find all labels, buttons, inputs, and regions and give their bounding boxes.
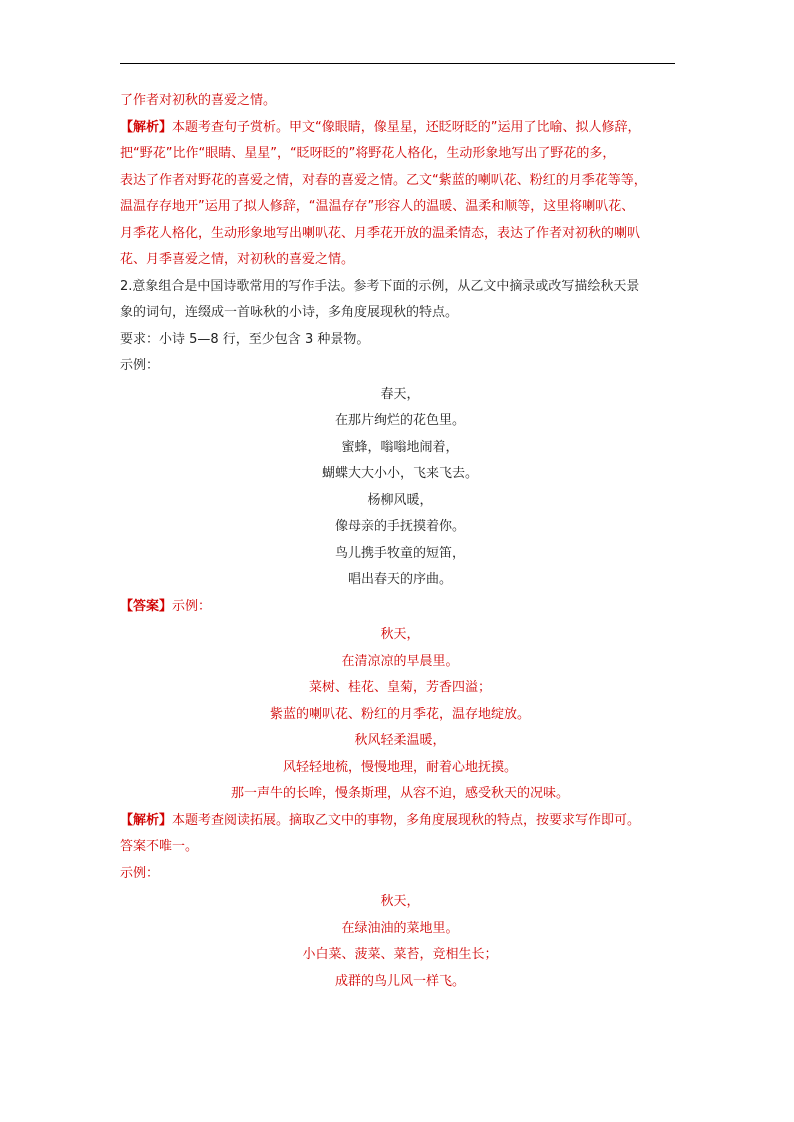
analysis-tag: 【解析】 (120, 812, 173, 828)
analysis-poem (120, 889, 680, 995)
requirement-line: 要求：小诗 5—8 行，至少包含 3 种景物。 (120, 331, 370, 347)
document-body (120, 88, 680, 995)
answer-poem (120, 622, 680, 808)
poem-line: 秋风轻柔温暖， (354, 733, 446, 748)
poem-line: 紫蓝的喇叭花、粉红的月季花，温存地绽放。 (269, 706, 530, 722)
continuation-line: 了作者对初秋的喜爱之情。 (120, 93, 277, 108)
answer-tag: 【答案】 (120, 598, 173, 614)
poem-line: 蝴蝶大大小小，飞来飞去。 (321, 466, 478, 481)
analysis-1 (120, 115, 680, 274)
example-label: 示例： (120, 358, 160, 373)
poem-line: 在那片绚烂的花色里。 (334, 413, 465, 428)
poem-line: 在绿油油的菜地里。 (341, 920, 459, 936)
analysis-2 (120, 808, 680, 996)
question-line: 象的词句，连缀成一首咏秋的小诗，多角度展现秋的特点。 (120, 305, 459, 320)
question-line: 2.意象组合是中国诗歌常用的写作手法。参考下面的示例，从乙文中摘录或改写描绘秋天景 (120, 278, 640, 294)
poem-line: 秋天， (380, 627, 420, 642)
header-rule (120, 63, 675, 64)
question-2 (120, 274, 680, 594)
analysis-line: 把“野花”比作“眼睛、星星”，“眨呀眨的”将野花人格化，生动形象地写出了野花的多， (120, 146, 616, 161)
example-label: 示例： (120, 865, 160, 881)
poem-line: 成群的鸟儿风一样飞。 (334, 973, 465, 989)
analysis-line: 本题考查句子赏析。甲文“像眼睛，像星星，还眨呀眨的”运用了比喻、拟人修辞， (172, 119, 641, 135)
poem-line: 在清凉凉的早晨里。 (341, 653, 459, 669)
analysis-line: 答案不唯一。 (120, 839, 199, 854)
analysis-line: 温温存存地开”运用了拟人修辞，“温温存存”形容人的温暖、温柔和顺等，这里将喇叭花、 (120, 199, 635, 214)
analysis-tag: 【解析】 (120, 119, 173, 135)
poem-line: 春天， (380, 386, 420, 402)
poem-line: 鸟儿携手牧童的短笛， (334, 545, 465, 561)
analysis-line: 本题考查阅读拓展。摘取乙文中的事物，多角度展现秋的特点，按要求写作即可。 (172, 812, 641, 828)
poem-line: 菜树、桂花、皇菊，芳香四溢； (308, 680, 491, 695)
analysis-line: 月季花人格化，生动形象地写出喇叭花、月季花开放的温柔情态，表达了作者对初秋的喇叭 (120, 225, 641, 241)
poem-line: 蜜蜂，嗡嗡地闹着， (341, 439, 459, 455)
analysis-line: 表达了作者对野花的喜爱之情，对春的喜爱之情。乙文“紫蓝的喇叭花、粉红的月季花等等， (120, 172, 647, 188)
example-poem (120, 382, 680, 594)
poem-line: 小白菜、菠菜、菜苔，竞相生长； (302, 947, 498, 962)
poem-line: 唱出春天的序曲。 (347, 572, 452, 587)
poem-line: 杨柳风暖， (367, 492, 433, 508)
analysis-line: 花、月季喜爱之情，对初秋的喜爱之情。 (120, 252, 355, 267)
poem-line: 像母亲的手抚摸着你。 (334, 519, 465, 534)
poem-line: 秋天， (380, 894, 420, 909)
answer-label: 示例： (172, 598, 212, 614)
poem-line: 风轻轻地梳，慢慢地理，耐着心地抚摸。 (282, 759, 517, 775)
answer-section (120, 594, 680, 808)
poem-line: 那一声牛的长哞，慢条斯理，从容不迫，感受秋天的况味。 (230, 786, 569, 801)
